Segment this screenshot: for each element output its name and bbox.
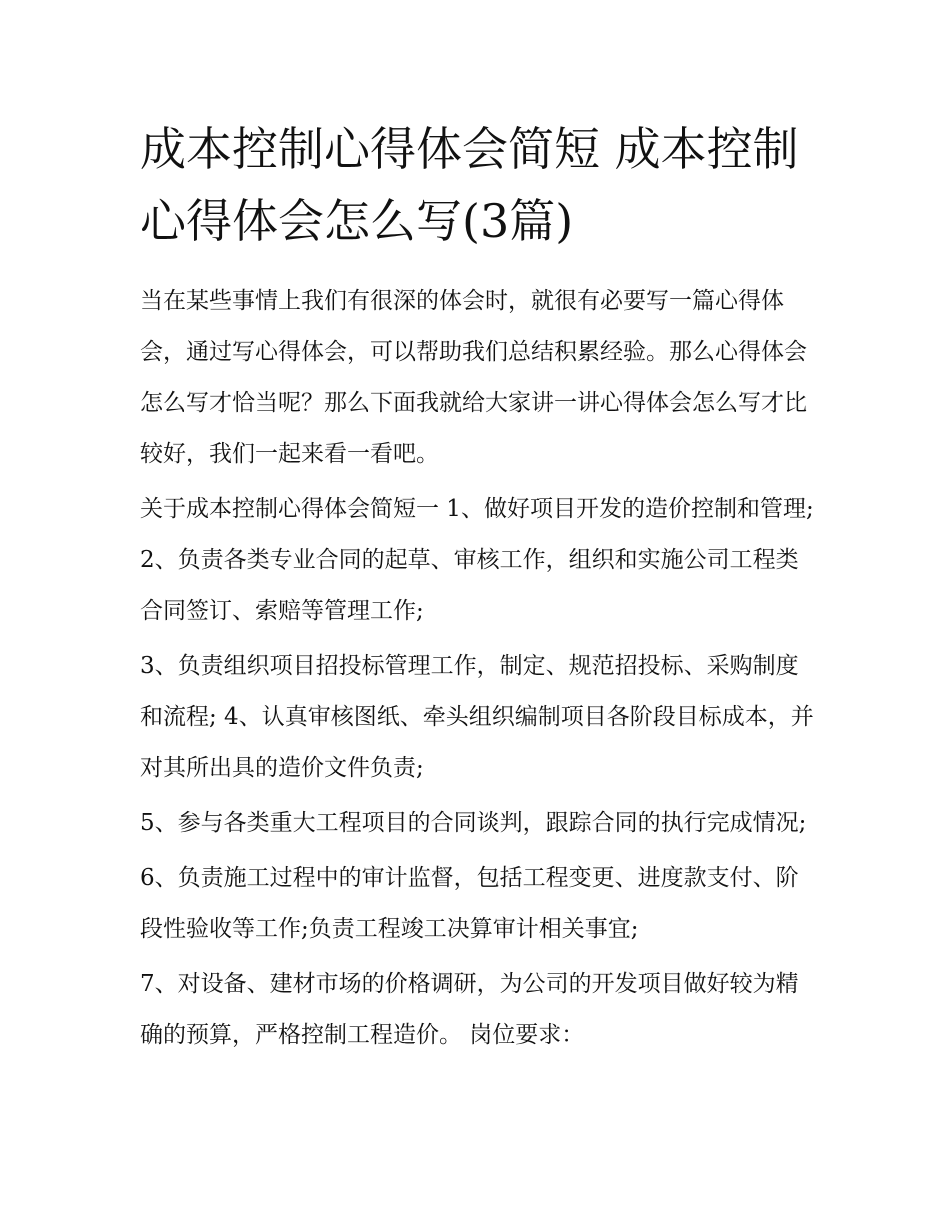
document-body [140,276,820,1065]
duty-paragraph-1: 关于成本控制心得体会简短一 1、做好项目开发的造价控制和管理; 2、负责各类专业合同的起草、审核工作，组织和实施公司工程类合同签订、索赔等管理工作; [140,496,814,624]
intro-paragraph: 当在某些事情上我们有很深的体会时，就很有必要写一篇心得体会，通过写心得体会，可以帮助我们总结积累经验。那么心得体会怎么写才恰当呢？那么下面我就给大家讲一讲心得体会怎么写才比较好，我们一起来看一看吧。 [140,288,807,467]
duty-paragraph-3: 3、负责组织项目招投标管理工作，制定、规范招投标、采购制度和流程; 4、认真审核图纸、牵头组织编制项目各阶段目标成本，并对其所出具的造价文件负责; [140,653,814,781]
duty-paragraph-5: 5、参与各类重大工程项目的合同谈判，跟踪合同的执行完成情况; [140,810,807,836]
document-title: 成本控制心得体会简短 成本控制心得体会怎么写(3篇) [140,122,799,248]
duty-paragraph-6: 6、负责施工过程中的审计监督，包括工程变更、进度款支付、阶段性验收等工作;负责工程竣工决算审计相关事宜; [140,865,799,942]
duty-paragraph-7: 7、对设备、建材市场的价格调研，为公司的开发项目做好较为精确的预算，严格控制工程造价。 岗位要求： [140,971,799,1048]
